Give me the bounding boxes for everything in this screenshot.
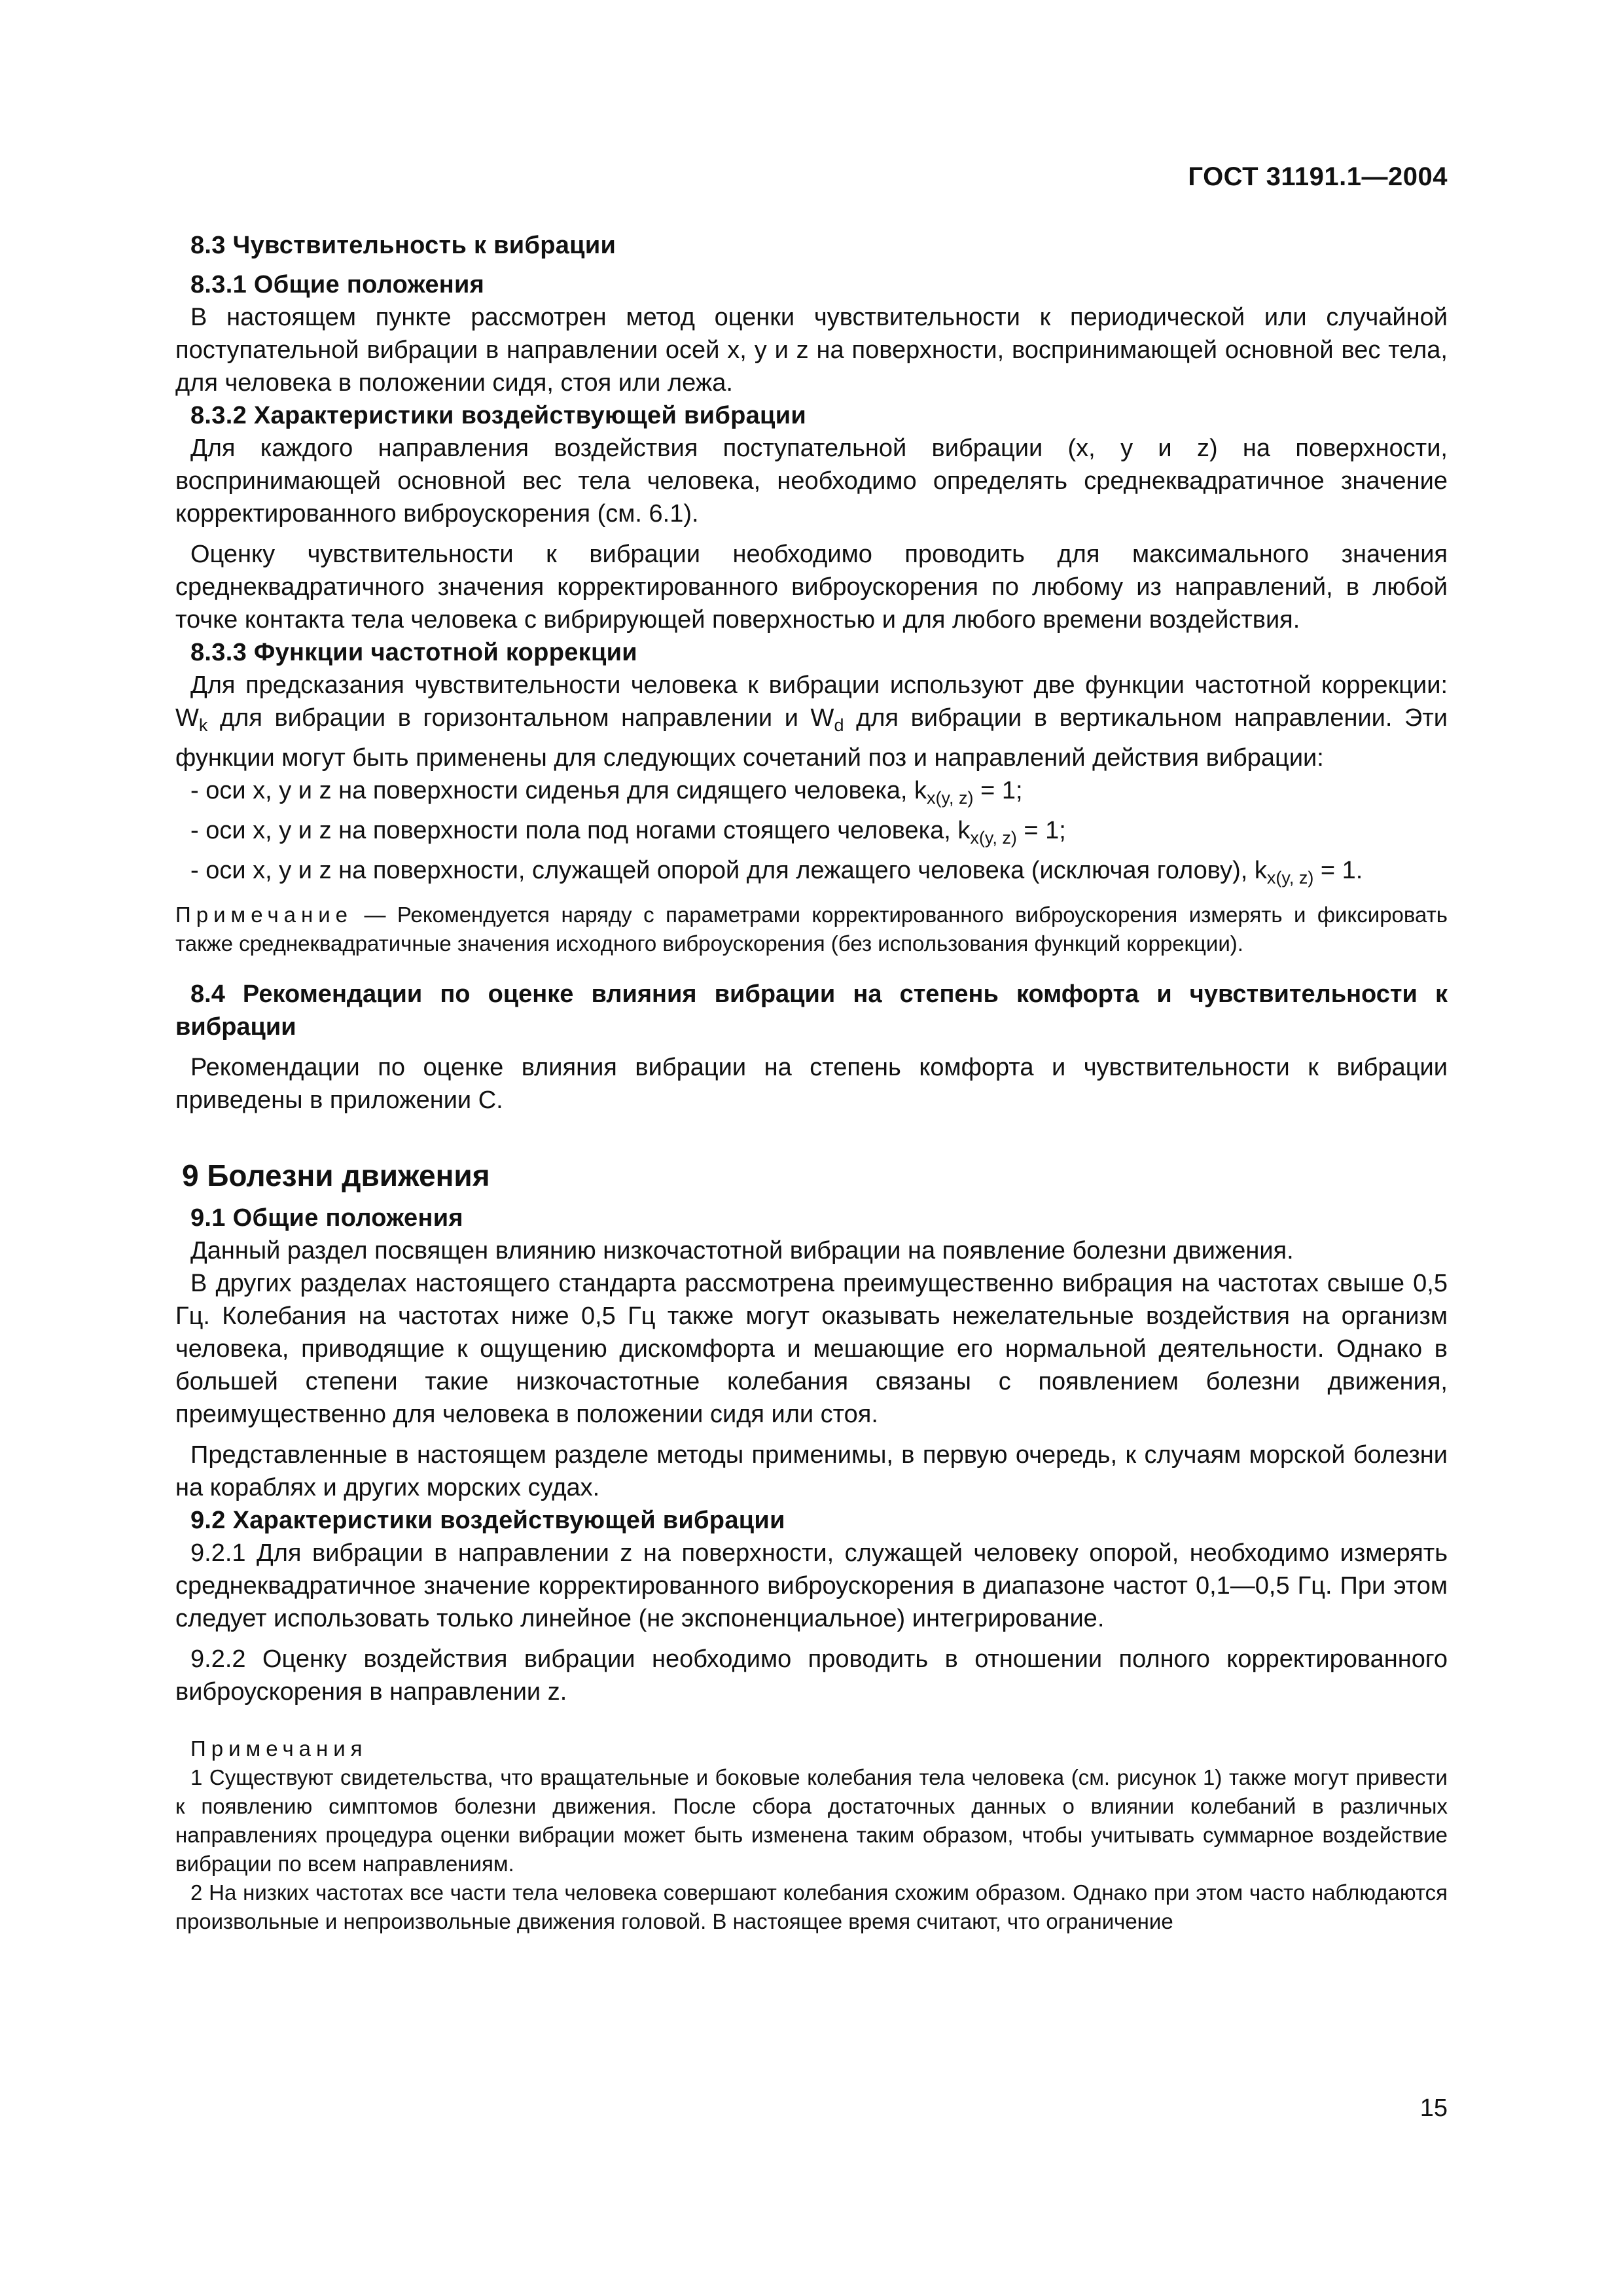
section-8-3-3-paragraph: Для предсказания чувствительности человека к вибрации используют две функции частотной коррекции: $W_k$ для вибрации в горизонтальном направлении и $W_d$ для вибрации в вертикальном направлении. Эти функции могут быть применены для следующих сочетаний поз и направлений действия вибрации:	[175, 672, 1448, 772]
document-id-header: ГОСТ 31191.1—2004	[1188, 162, 1448, 191]
section-8-3-2-paragraph-1: Для каждого направления воздействия поступательной вибрации (x, y и z) на поверхности, воспринимающей основной вес тела человека, необходимо определять среднеквадратичное значение корректированного виброускорения (см. 6.1).	[175, 435, 1448, 528]
section-9-2-title: 9.2 Характеристики воздействующей вибрации	[190, 1507, 785, 1534]
section-8-3-note: Примечание — Рекомендуется наряду с параметрами корректированного виброускорения измерять и фиксировать также среднеквадратичные значения исходного виброускорения (без использования функций коррекции).	[175, 903, 1448, 956]
page-content	[175, 229, 1448, 1936]
section-9-1-title: 9.1 Общие положения	[190, 1204, 463, 1232]
section-9-title: 9 Болезни движения	[182, 1158, 490, 1193]
section-9-2-2-text: 9.2.2 Оценку воздействия вибрации необходимо проводить в отношении полного корректированного виброускорения в направлении z.	[175, 1645, 1448, 1706]
note-2: 2 На низких частотах все части тела человека совершают колебания схожим образом. Однако при этом часто наблюдаются произвольные и непроизвольные движения головой. В настоящее время считают, что ограничение	[175, 1880, 1448, 1933]
section-8-3-1-text: В настоящем пункте рассмотрен метод оценки чувствительности к периодической или случайной поступательной вибрации в направлении осей x, y и z на поверхности, воспринимающей основной вес тела, для человека в положении сидя, стоя или лежа.	[175, 304, 1448, 397]
list-item-seated: - оси x, y и z на поверхности сиденья для сидящего человека, $k_{x(y, z)} = 1$;	[190, 777, 1023, 808]
notes-title: Примечания	[190, 1736, 368, 1761]
section-8-4-title: 8.4 Рекомендации по оценке влияния вибрации на степень комфорта и чувствительности к вибрации	[175, 980, 1448, 1041]
section-8-3-2-paragraph-2: Оценку чувствительности к вибрации необходимо проводить для максимального значения среднеквадратичного значения корректированного виброускорения по любому из направлений, в любой точке контакта тела человека с вибрирующей поверхностью и для любого времени воздействия.	[175, 541, 1448, 634]
section-8-3-2-title: 8.3.2 Характеристики воздействующей вибрации	[190, 402, 807, 429]
section-8-3-1-title: 8.3.1 Общие положения	[190, 271, 485, 298]
section-9-1-paragraph-1: Данный раздел посвящен влиянию низкочастотной вибрации на появление болезни движения.	[190, 1237, 1294, 1265]
list-item-recumbent: - оси x, y и z на поверхности, служащей опорой для лежащего человека (исключая голову), $k_{x(y, z)} = 1$.	[190, 857, 1363, 888]
section-9-2-1-text: 9.2.1 Для вибрации в направлении z на поверхности, служащей человеку опорой, необходимо измерять среднеквадратичное значение корректированного виброускорения в диапазоне частот 0,1—0,5 Гц. При этом следует использовать только линейное (не экспоненциальное) интегрирование.	[175, 1539, 1448, 1632]
section-8-3-title: 8.3 Чувствительность к вибрации	[190, 232, 616, 259]
section-9-1-paragraph-3: Представленные в настоящем разделе методы применимы, в первую очередь, к случаям морской болезни на кораблях и других морских судах.	[175, 1441, 1448, 1501]
note-1: 1 Существуют свидетельства, что вращательные и боковые колебания тела человека (см. рисунок 1) также могут привести к появлению симптомов болезни движения. После сбора достаточных данных о влиянии колебаний в различных направлениях процедура оценки вибрации может быть изменена таким образом, чтобы учитывать суммарное воздействие вибрации по всем направлениям.	[175, 1765, 1448, 1876]
section-8-3-3-title: 8.3.3 Функции частотной коррекции	[190, 639, 637, 666]
section-9-1-paragraph-2: В других разделах настоящего стандарта рассмотрена преимущественно вибрация на частотах свыше 0,5 Гц. Колебания на частотах ниже 0,5 Гц также могут оказывать нежелательные воздействия на организм человека, приводящие к ощущению дискомфорта и мешающие его нормальной деятельности. Однако в большей степени такие низкочастотные колебания связаны с появлением болезни движения, преимущественно для человека в положении сидя или стоя.	[175, 1270, 1448, 1428]
page-number: 15	[1419, 2094, 1448, 2122]
list-item-standing: - оси x, y и z на поверхности пола под ногами стоящего человека, $k_{x(y, z)} = 1$;	[190, 817, 1066, 848]
section-8-4-text: Рекомендации по оценке влияния вибрации на степень комфорта и чувствительности к вибрации приведены в приложении С.	[175, 1054, 1448, 1114]
